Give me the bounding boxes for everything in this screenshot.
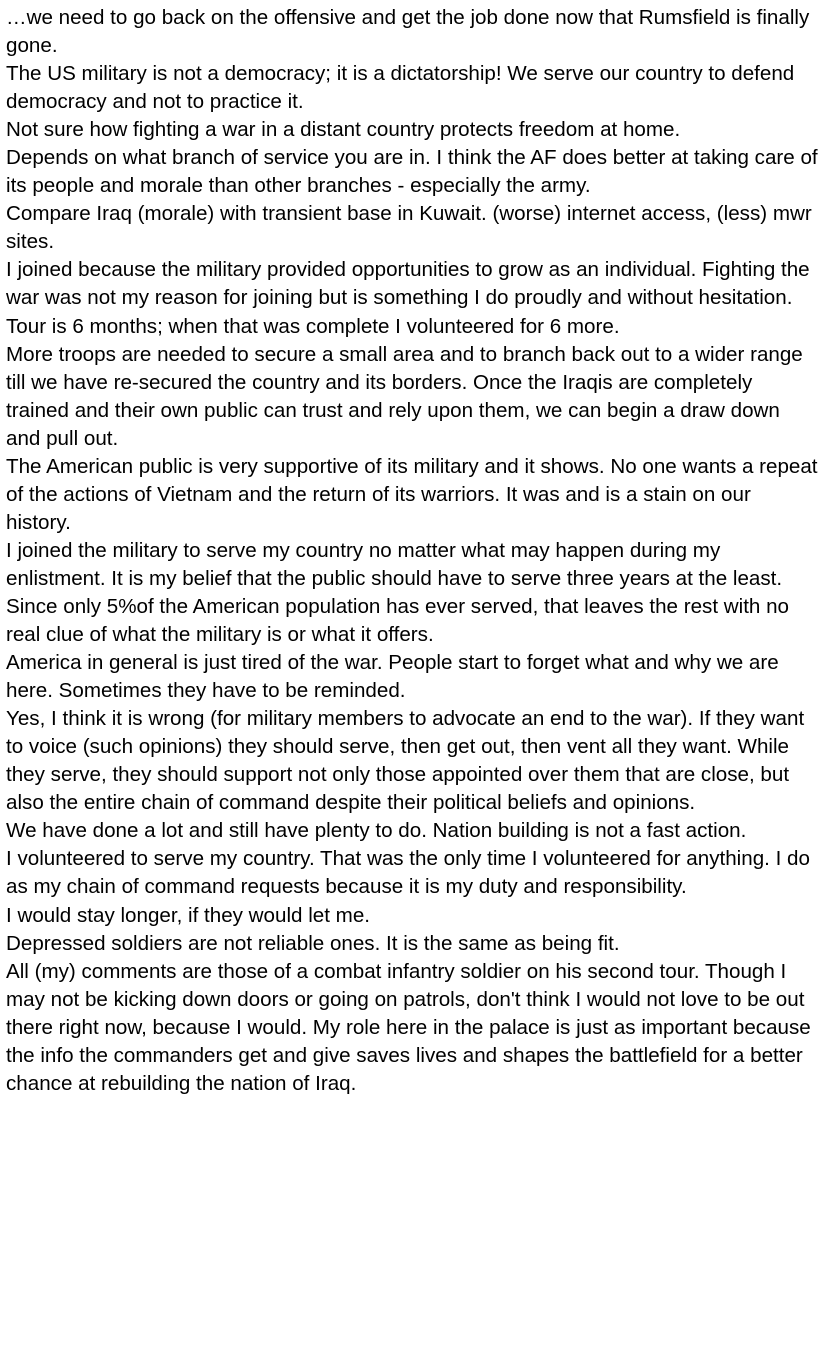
paragraph-7: Tour is 6 months; when that was complete I volunteered for 6 more. [6,314,620,338]
paragraph-16: Depressed soldiers are not reliable ones. It is the same as being fit. [6,931,620,955]
paragraph-11: America in general is just tired of the war. People start to forget what and why we are here. Sometimes they have to be reminded. [6,651,779,703]
paragraph-6: I joined because the military provided opportunities to grow as an individual. Fighting the war was not my reason for joining but is something I do proudly and without hesitation. [6,258,810,310]
paragraph-14: I volunteered to serve my country. That was the only time I volunteered for anything. I do as my chain of command requests because it is my duty and responsibility. [6,847,810,899]
paragraph-3: Not sure how fighting a war in a distant country protects freedom at home. [6,118,681,142]
document-body [6,4,819,1098]
paragraph-4: Depends on what branch of service you are in. I think the AF does better at taking care of its people and morale than other branches - especially the army. [6,146,818,198]
paragraph-15: I would stay longer, if they would let me. [6,903,371,927]
paragraph-9: The American public is very supportive of its military and it shows. No one wants a repeat of the actions of Vietnam and the return of its warriors. It was and is a stain on our history. [6,454,818,534]
paragraph-13: We have done a lot and still have plenty to do. Nation building is not a fast action. [6,819,747,843]
paragraph-8: More troops are needed to secure a small area and to branch back out to a wider range till we have re-secured the country and its borders. Once the Iraqis are completely trained and their own public can trust and rely upon them, we can begin a draw down and pull out. [6,342,803,450]
paragraph-17: All (my) comments are those of a combat infantry soldier on his second tour. Though I may not be kicking down doors or going on patrols, don't think I would not love to be out there right now, because I would. My role here in the palace is just as important because the info the commanders get and give saves lives and shapes the battlefield for a better chance at rebuilding the nation of Iraq. [6,959,811,1095]
paragraph-1: …we need to go back on the offensive and get the job done now that Rumsfield is finally gone. [6,6,810,58]
paragraph-10: I joined the military to serve my country no matter what may happen during my enlistment. It is my belief that the public should have to serve three years at the least. Since only 5%of the American population has ever served, that leaves the rest with no real clue of what the military is or what it offers. [6,538,790,647]
paragraph-2: The US military is not a democracy; it is a dictatorship! We serve our country to defend democracy and not to practice it. [6,62,795,114]
paragraph-5: Compare Iraq (morale) with transient base in Kuwait. (worse) internet access, (less) mwr sites. [6,202,812,254]
paragraph-12: Yes, I think it is wrong (for military members to advocate an end to the war). If they want to voice (such opinions) they should serve, then get out, then vent all they want. While they serve, they should support not only those appointed over them that are close, but also the entire chain of command despite their political beliefs and opinions. [6,707,805,815]
